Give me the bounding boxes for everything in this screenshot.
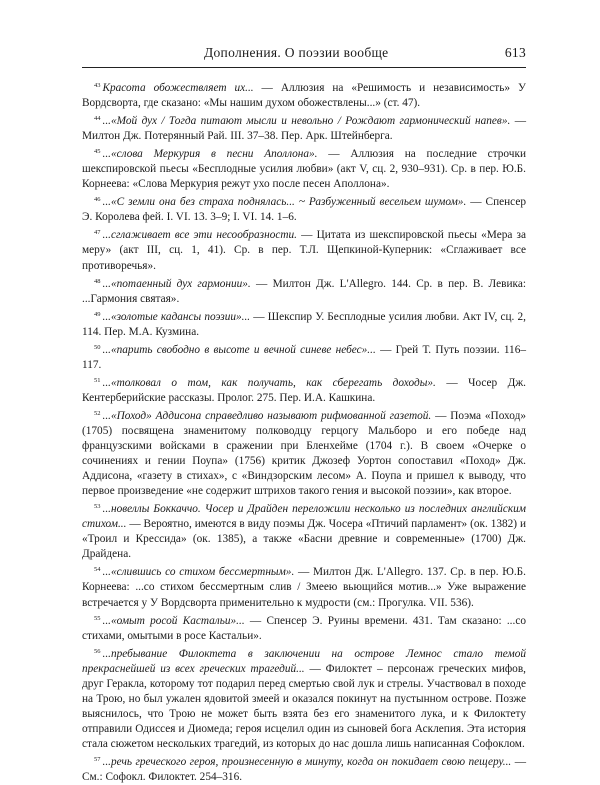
note-number: 45 bbox=[94, 148, 101, 156]
note-number: 53 bbox=[94, 503, 101, 511]
note-quote: ...речь греческого героя, произнесенную в минуту, когда он покидает свою пещеру... bbox=[102, 755, 512, 768]
note-quote: Красота обожествляет их... bbox=[102, 82, 254, 94]
endnote-54 bbox=[82, 562, 526, 610]
note-quote: ...«С земли она без страха поднялась... ~ Разбуженный весельем шумом». bbox=[102, 196, 467, 209]
endnote-48 bbox=[82, 274, 526, 307]
note-quote: ...«толковал о том, как получать, как сберегать доходы». bbox=[102, 376, 436, 389]
note-text: — Шекспир У. Бесплодные усилия любви. Акт IV, сц. 2, 114. Пер. М.А. Кузмина. bbox=[82, 310, 526, 338]
endnote-56 bbox=[82, 644, 526, 752]
note-text: — Спенсер Э. Руины времени. 431. Там сказано: ...со стихами, омытыми в росе Кастальи». bbox=[82, 614, 526, 642]
note-number: 55 bbox=[94, 614, 101, 622]
note-text: — См.: Софокл. Филоктет. 254–316. bbox=[82, 755, 526, 784]
note-quote: ...«парить свободно в высоте и вечной синеве небес»... bbox=[102, 343, 376, 356]
note-number: 50 bbox=[94, 343, 101, 351]
endnotes bbox=[82, 78, 526, 785]
note-quote: ...«Мой дух / Тогда питают мысли и невольно / Рождают гармонический напев». bbox=[102, 115, 511, 128]
note-text: — Вероятно, имеются в виду поэмы Дж. Чосера «Птичий парламент» (ок. 1382) и «Троил и Крессида» (ок. 1385), а также «Басни древние и современные» (1700) Дж. Драйдена. bbox=[82, 518, 526, 561]
note-quote: ...сглаживает все эти несообразности. bbox=[102, 229, 297, 242]
note-number: 51 bbox=[94, 376, 101, 384]
note-quote: ...«слившись со стихом бессмертным». bbox=[102, 566, 295, 579]
note-text: — Цитата из шекспировской пьесы «Мера за меру» (акт III, сц. 1, 41). Ср. в пер. Т.Л. Щепкиной-Куперник: «Сглаживает все противоречья». bbox=[82, 229, 527, 272]
endnote-55 bbox=[82, 611, 526, 644]
endnote-46 bbox=[82, 192, 526, 225]
page-number: 613 bbox=[504, 45, 526, 60]
endnote-43 bbox=[82, 78, 526, 111]
note-number: 57 bbox=[94, 755, 101, 763]
note-text: — Милтон Дж. Потерянный Рай. III. 37–38. Пер. Арк. Штейнберга. bbox=[82, 115, 526, 143]
endnote-49 bbox=[82, 307, 526, 340]
note-text: — Спенсер Э. Королева фей. I. VI. 13. 3–9; I. VI. 14. 1–6. bbox=[82, 196, 526, 224]
note-number: 54 bbox=[94, 566, 101, 574]
note-text: — Аллюзия на «Решимость и независимость» У Вордсворта, где сказано: «Мы нашим духом обожествлены...» (ст. 47). bbox=[82, 82, 526, 110]
note-text: — Грей Т. Путь поэзии. 116–117. bbox=[82, 343, 527, 371]
note-number: 44 bbox=[94, 115, 101, 123]
note-number: 56 bbox=[94, 647, 101, 655]
note-text: — Милтон Дж. L'Allegro. 144. Ср. в пер. В. Левика: ...Гармония святая». bbox=[82, 277, 526, 305]
note-text: — Филоктет – персонаж греческих мифов, друг Геракла, которому тот подарил перед смертью свой лук и стрелы. Участвовал в походе на Трою, но был ужален ядовитой змеей и оказался покинут на пустынном острове. Позже выяснилось, что Трою не может быть взята без его знаменитого лука, и к Филоктету отправили Одиссея и Диомеда; героя исцелил один из сыновей бога Асклепия. Эта история стала сюжетом нескольких трагедий, из которых до нас дошла лишь написанная Софоклом. bbox=[82, 662, 526, 750]
note-number: 47 bbox=[94, 229, 101, 237]
note-quote: ...«омыт росой Кастальи»... bbox=[102, 614, 245, 627]
endnote-45 bbox=[82, 144, 526, 192]
note-quote: ...«слова Меркурия в песни Аполлона». bbox=[102, 148, 318, 161]
note-number: 49 bbox=[94, 310, 101, 318]
note-number: 46 bbox=[94, 196, 101, 204]
note-text: — Поэма «Поход» (1705) посвящена знаменитому полководцу герцогу Мальборо и его победе над французскими войсками в сражении при Бленхейме (1704 г.). В своем «Очерке о сочинениях и гении Поупа» (1756) критик Джозеф Уортон сопоставил «Поход» Дж. Аддисона, «газету в стихах», с «Виндзорским лесом» А. Поупа и пришел к выводу, что первое произведение «не содержит штрихов такого гения и высокой поэзии», как второе. bbox=[82, 409, 526, 498]
note-text: — Милтон Дж. L'Allegro. 137. Ср. в пер. Ю.Б. Корнеева: ...со стихом бессмертным слив / Змеею вьющийся мотив...» Уже выражение встречается у У Вордсворта применительно к мудрости (см.: Прогулка. VII. 536). bbox=[82, 566, 526, 609]
note-number: 48 bbox=[94, 277, 101, 285]
note-quote: ...новеллы Боккаччо. Чосер и Драйден переложили несколько из последних английским стихом... bbox=[82, 503, 526, 531]
note-quote: ...пребывание Филоктета в заключении на острове Лемнос стало темой прекраснейшей из всех греческих трагедий... bbox=[82, 647, 526, 675]
endnote-52 bbox=[82, 406, 526, 499]
book-page bbox=[82, 0, 526, 785]
note-number: 52 bbox=[94, 409, 101, 417]
note-quote: ...«золотые кадансы поэзии»... bbox=[102, 310, 251, 323]
running-title: Дополнения. О поэзии вообще bbox=[204, 45, 389, 60]
note-quote: ...«Поход» Аддисона справедливо называют рифмованной газетой. bbox=[102, 409, 432, 422]
endnote-51 bbox=[82, 373, 526, 406]
endnote-44 bbox=[82, 111, 526, 144]
note-text: — Аллюзия на последние строчки шекспировской пьесы «Бесплодные усилия любви» (акт V, сц. 2, 930–931). Ср. в пер. Ю.Б. Корнеева: «Слова Меркурия режут ухо после песен Аполлона». bbox=[82, 148, 526, 191]
endnote-50 bbox=[82, 340, 526, 373]
endnote-47 bbox=[82, 225, 526, 273]
endnote-53 bbox=[82, 499, 526, 562]
endnote-57 bbox=[82, 752, 526, 785]
note-number: 43 bbox=[94, 82, 101, 89]
running-header bbox=[82, 43, 526, 68]
note-quote: ...«потаенный дух гармонии». bbox=[102, 277, 251, 290]
note-text: — Чосер Дж. Кентерберийские рассказы. Пролог. 275. Пер. И.А. Кашкина. bbox=[82, 376, 526, 404]
